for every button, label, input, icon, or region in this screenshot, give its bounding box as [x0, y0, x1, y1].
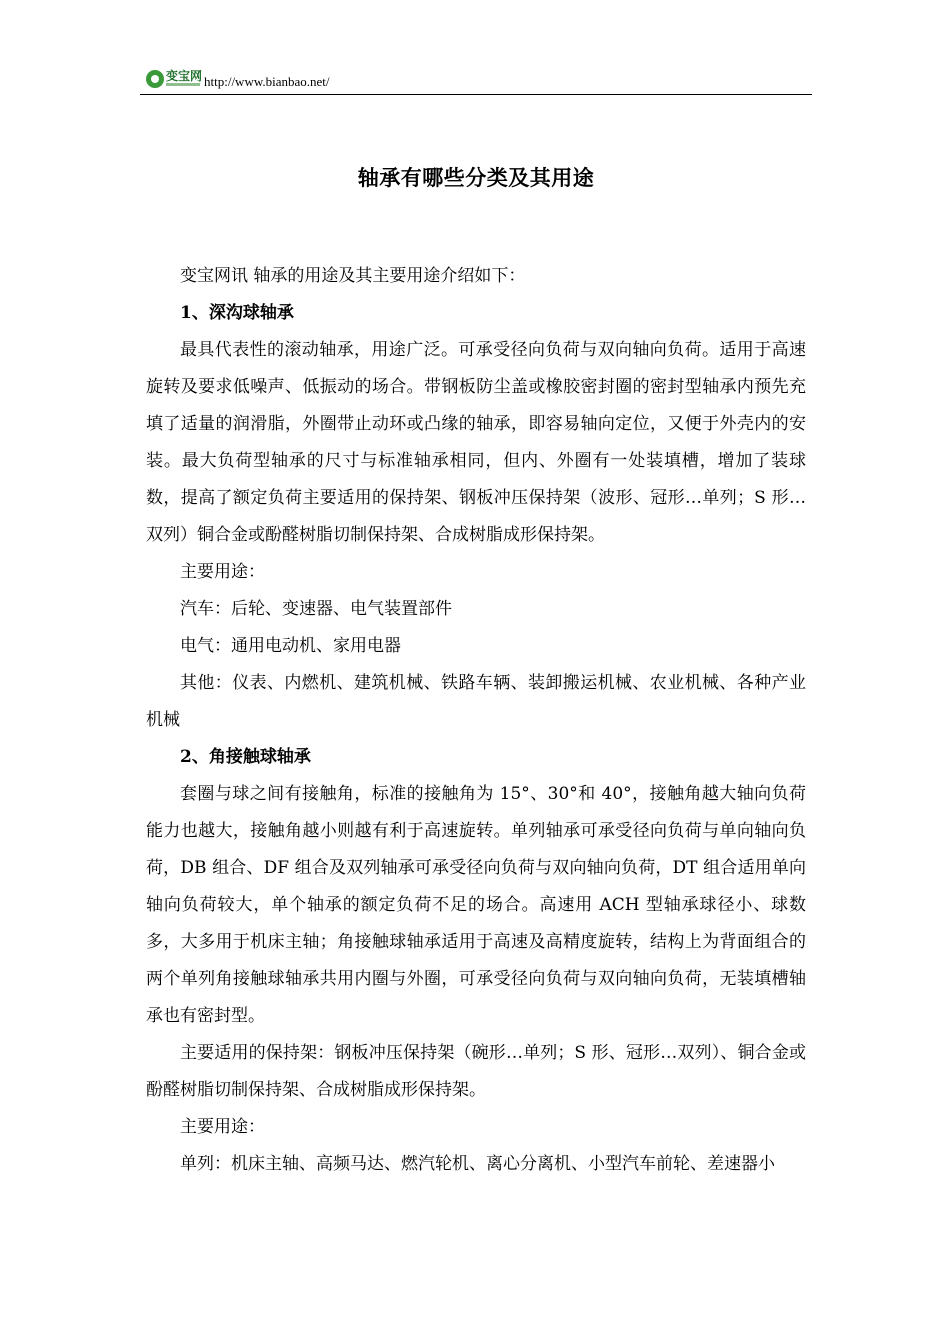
section-heading-2: 2、角接触球轴承 — [180, 747, 311, 767]
document-title: 轴承有哪些分类及其用途 — [357, 165, 595, 190]
paragraph-main-uses-label-2: 主要用途： — [180, 1117, 265, 1137]
page-header — [140, 68, 812, 95]
section-heading-1: 1、深沟球轴承 — [180, 303, 294, 323]
paragraph-use-electric: 电气：通用电动机、家用电器 — [180, 636, 401, 656]
logo-underline — [166, 83, 200, 86]
paragraph-deep-groove-desc: 最具代表性的滚动轴承，用途广泛。可承受径向负荷与双向轴向负荷。适用于高速旋转及要求低噪声、低振动的场合。带钢板防尘盖或橡胶密封圈的密封型轴承内预先充填了适量的润滑脂，外圈带止动环或凸缘的轴承，即容易轴向定位，又便于外壳内的安装。最大负荷型轴承的尺寸与标准轴承相同，但内、外圈有一处装填槽，增加了装球数，提高了额定负荷主要适用的保持架、钢板冲压保持架（波形、冠形…单列；S 形…双列）铜合金或酚醛树脂切制保持架、合成树脂成形保持架。 — [146, 340, 806, 545]
paragraph-cage-types: 主要适用的保持架：钢板冲压保持架（碗形…单列；S 形、冠形…双列）、铜合金或酚醛树脂切制保持架、合成树脂成形保持架。 — [146, 1043, 806, 1100]
bianbao-logo — [146, 69, 202, 89]
paragraph-main-uses-label: 主要用途： — [180, 562, 265, 582]
logo-text: 变宝网 — [166, 69, 203, 83]
paragraph-angular-contact-desc: 套圈与球之间有接触角，标准的接触角为 15°、30°和 40°，接触角越大轴向负荷能力也越大，接触角越小则越有利于高速旋转。单列轴承可承受径向负荷与单向轴向负荷，DB 组合、DF 组合及双列轴承可承受径向负荷与双向轴向负荷，DT 组合适用单向轴向负荷较大，单个轴承的额定负荷不足的场合。高速用 ACH 型轴承球径小、球数多，大多用于机床主轴；角接触球轴承适用于高速及高精度旋转，结构上为背面组合的两个单列角接触球轴承共用内圈与外圈，可承受径向负荷与双向轴向负荷，无装填槽轴承也有密封型。 — [146, 784, 806, 1026]
header-url[interactable]: http://www.bianbao.net/ — [204, 74, 330, 89]
logo-icon — [146, 70, 164, 88]
document-body — [146, 258, 806, 1183]
paragraph-use-auto: 汽车：后轮、变速器、电气装置部件 — [180, 599, 452, 619]
paragraph-use-other: 其他：仪表、内燃机、建筑机械、铁路车辆、装卸搬运机械、农业机械、各种产业机械 — [146, 673, 806, 730]
paragraph-use-single-row: 单列：机床主轴、高频马达、燃汽轮机、离心分离机、小型汽车前轮、差速器小 — [180, 1154, 775, 1174]
paragraph-intro: 变宝网讯 轴承的用途及其主要用途介绍如下： — [180, 266, 526, 286]
